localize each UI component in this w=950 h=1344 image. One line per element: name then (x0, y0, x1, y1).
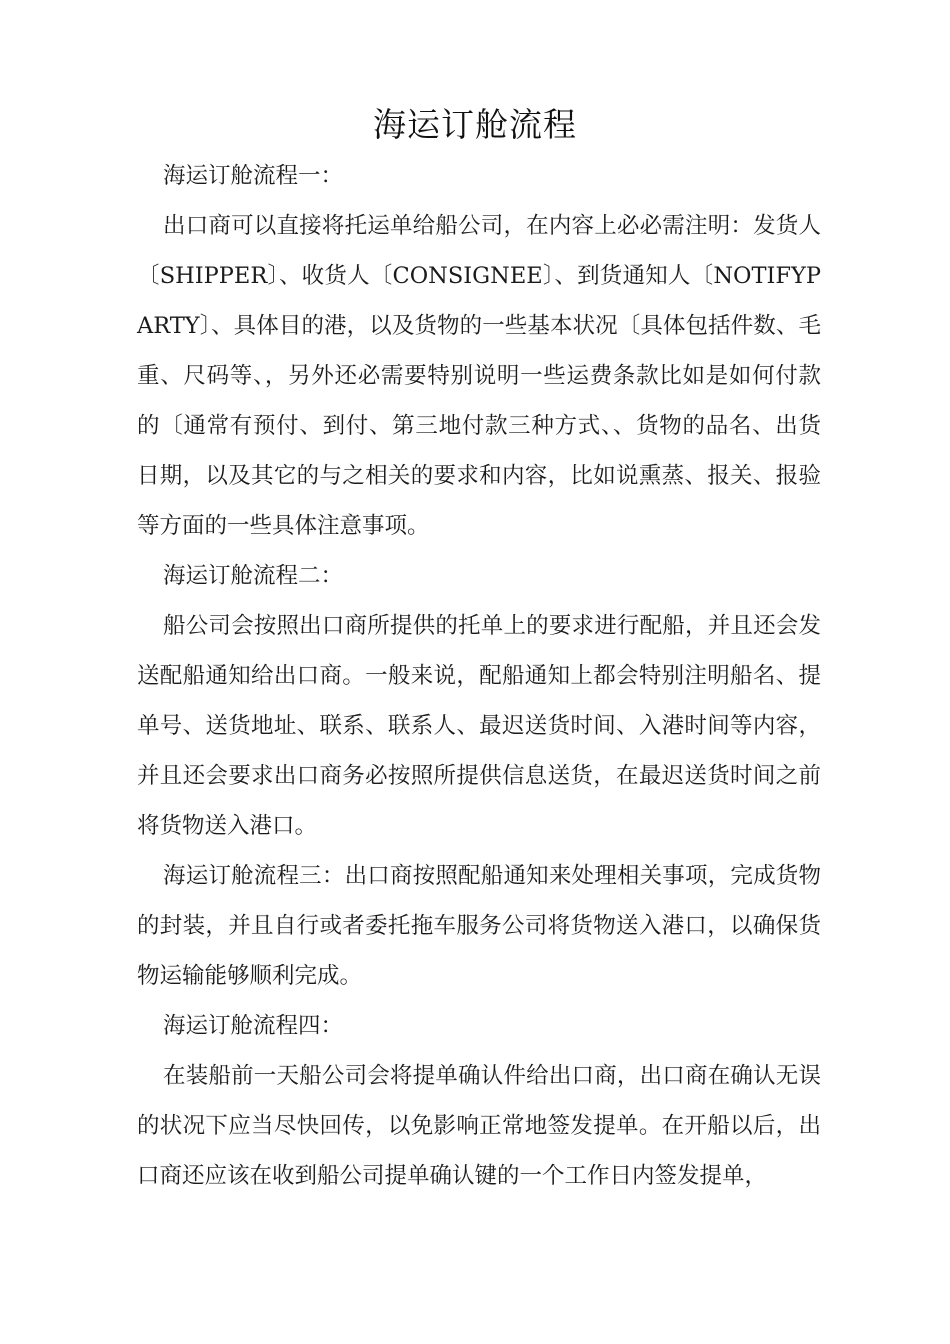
paragraph-4: 在装船前一天船公司会将提单确认件给出口商，出口商在确认无误的状况下应当尽快回传，以免影响正常地签发提单。在开船以后，出口商还应该在收到船公司提单确认键的一个工作日内签发提单， (137, 1063, 821, 1189)
section-heading-2: 海运订舱流程二： (163, 563, 344, 589)
paragraph-1: 出口商可以直接将托运单给船公司，在内容上必必需注明：发货人〔SHIPPER〕、收货人〔CONSIGNEE〕、到货通知人〔NOTIFYPARTY〕、具体目的港，以及货物的一些基本状况〔具体包括件数、毛重、尺码等、，另外还必需要特别说明一些运费条款比如是如何付款的〔通常有预付、到付、第三地付款三种方式、、货物的品名、出货日期，以及其它的与之相关的要求和内容，比如说熏蒸、报关、报验等方面的一些具体注意事项。 (137, 213, 821, 539)
section-heading-1: 海运订舱流程一： (163, 163, 344, 189)
paragraph-2: 船公司会按照出口商所提供的托单上的要求进行配船，并且还会发送配船通知给出口商。一般来说，配船通知上都会特别注明船名、提单号、送货地址、联系、联系人、最迟送货时间、入港时间等内容，并且还会要求出口商务必按照所提供信息送货，在最迟送货时间之前将货物送入港口。 (137, 613, 821, 839)
section-heading-4: 海运订舱流程四： (163, 1013, 344, 1039)
document-title: 海运订舱流程 (373, 105, 577, 144)
document-body (137, 151, 821, 1201)
paragraph-3: 海运订舱流程三：出口商按照配船通知来处理相关事项，完成货物的封装，并且自行或者委托拖车服务公司将货物送入港口，以确保货物运输能够顺利完成。 (137, 863, 821, 989)
